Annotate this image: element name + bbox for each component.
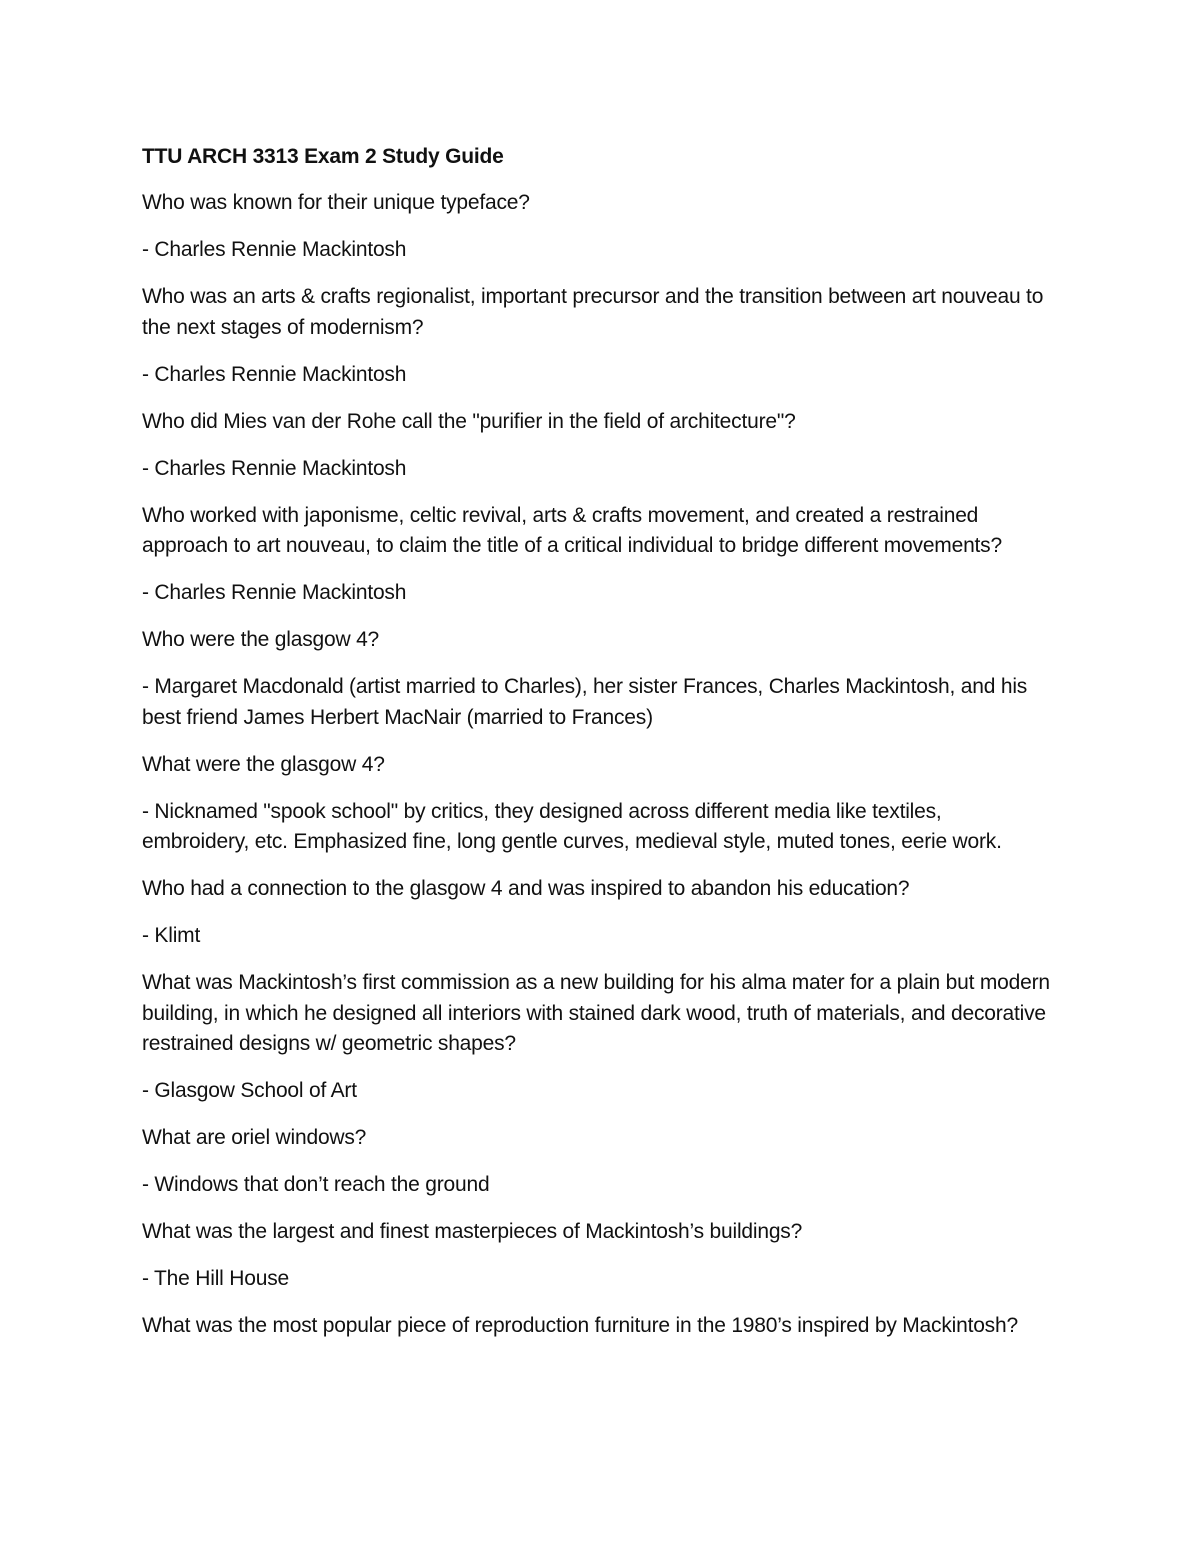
document-page: [142, 142, 1052, 1358]
answer-5: - Margaret Macdonald (artist married to Charles), her sister Frances, Charles Mackintosh, and his best friend James Herbert MacNair (married to Frances): [142, 675, 1028, 729]
answer-6: - Nicknamed "spook school" by critics, they designed across different media like textiles, embroidery, etc. Emphasized fine, long gentle curves, medieval style, muted tones, eerie work.: [142, 799, 1002, 853]
answer-9: - Windows that don’t reach the ground: [142, 1173, 490, 1196]
question-8: What was Mackintosh’s first commission as a new building for his alma mater for a plain but modern building, in which he designed all interiors with stained dark wood, truth of materials, and decorative restrained designs w/ geometric shapes?: [142, 971, 1050, 1055]
question-7: Who had a connection to the glasgow 4 and was inspired to abandon his education?: [142, 877, 910, 900]
question-2: Who was an arts & crafts regionalist, important precursor and the transition between art nouveau to the next stages of modernism?: [142, 285, 1044, 339]
question-1: Who was known for their unique typeface?: [142, 191, 530, 214]
answer-2: - Charles Rennie Mackintosh: [142, 362, 407, 386]
question-11: What was the most popular piece of reproduction furniture in the 1980’s inspired by Mackintosh?: [142, 1314, 1018, 1337]
question-answer-list: [142, 188, 1052, 1342]
answer-7: - Klimt: [142, 924, 201, 947]
answer-8: - Glasgow School of Art: [142, 1079, 357, 1102]
question-6: What were the glasgow 4?: [142, 752, 385, 776]
question-3: Who did Mies van der Rohe call the "purifier in the field of architecture"?: [142, 409, 796, 433]
question-10: What was the largest and finest masterpieces of Mackintosh’s buildings?: [142, 1220, 803, 1243]
question-9: What are oriel windows?: [142, 1126, 367, 1149]
answer-1: - Charles Rennie Mackintosh: [142, 238, 407, 261]
question-5: Who were the glasgow 4?: [142, 628, 380, 651]
question-4: Who worked with japonisme, celtic revival, arts & crafts movement, and created a restrained approach to art nouveau, to claim the title of a critical individual to bridge different movements?: [142, 503, 1002, 557]
document-title: TTU ARCH 3313 Exam 2 Study Guide: [142, 145, 504, 168]
answer-4: - Charles Rennie Mackintosh: [142, 581, 407, 604]
answer-3: - Charles Rennie Mackintosh: [142, 456, 407, 480]
answer-10: - The Hill House: [142, 1267, 289, 1290]
